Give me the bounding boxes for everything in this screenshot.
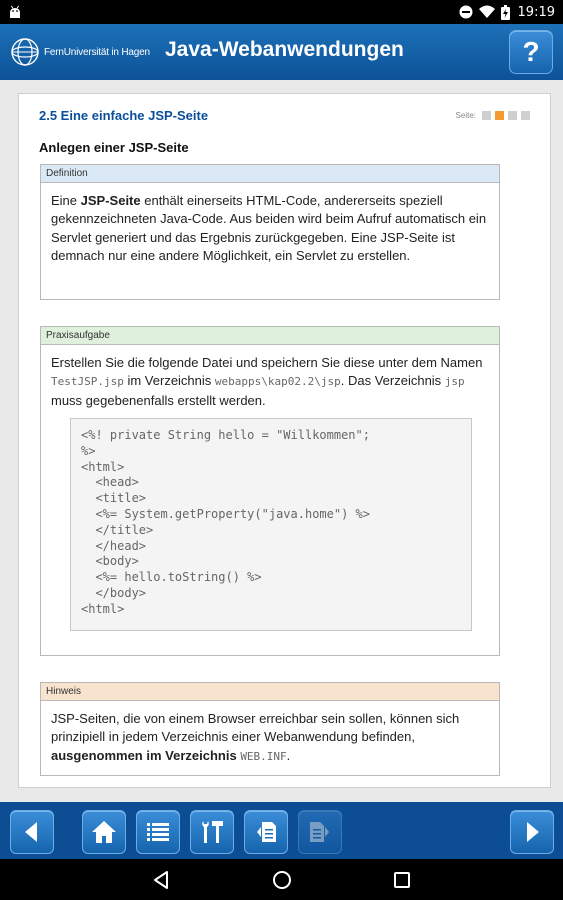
- definition-box: [40, 164, 500, 300]
- definition-text-start: Eine: [51, 193, 81, 208]
- wifi-icon: [479, 5, 495, 19]
- university-logo-icon: [10, 37, 40, 67]
- previous-page-button[interactable]: [244, 810, 288, 854]
- task-subdirectory: jsp: [444, 375, 465, 389]
- bottom-toolbar: [0, 802, 563, 859]
- forward-button[interactable]: [510, 810, 554, 854]
- status-time: 19:19: [517, 4, 555, 20]
- battery-icon: [501, 5, 510, 20]
- page-dot-3[interactable]: [508, 111, 517, 120]
- task-text-4: muss gegebenenfalls erstellt werden.: [51, 392, 266, 408]
- tools-button[interactable]: [190, 810, 234, 854]
- page-dot-2[interactable]: [495, 111, 504, 120]
- hint-label: Hinweis: [41, 683, 499, 701]
- code-line: <body>: [81, 554, 139, 569]
- back-button[interactable]: [10, 810, 54, 854]
- code-line: %>: [81, 443, 96, 458]
- practice-task-label: Praxisaufgabe: [41, 327, 499, 345]
- app-title: Java-Webanwendungen: [165, 38, 404, 61]
- code-line: </title>: [81, 522, 154, 537]
- forward-icon: [517, 817, 547, 847]
- list-icon: [143, 817, 173, 847]
- content-page: [18, 93, 551, 788]
- hint-emphasis: ausgenommen im Verzeichnis: [51, 747, 237, 763]
- hint-text: [41, 701, 499, 766]
- prev-page-icon: [251, 817, 281, 847]
- code-line: <html>: [81, 459, 125, 474]
- nav-recents-icon[interactable]: [391, 869, 413, 891]
- code-line: </head>: [81, 538, 147, 553]
- nav-home-icon[interactable]: [271, 869, 293, 891]
- code-line: </body>: [81, 585, 147, 600]
- definition-label: Definition: [41, 165, 499, 183]
- code-line: <title>: [81, 491, 147, 506]
- hint-box: [40, 682, 500, 776]
- practice-task-text: [41, 345, 499, 410]
- code-line: <%! private String hello = "Willkommen";: [81, 428, 370, 442]
- code-line: <%= hello.toString() %>: [81, 570, 262, 585]
- university-name: FernUniversität in Hagen: [44, 46, 150, 58]
- task-text-2: im Verzeichnis: [123, 373, 215, 389]
- system-navigation-bar: [0, 859, 563, 900]
- next-page-button[interactable]: [298, 810, 342, 854]
- help-button[interactable]: [509, 30, 553, 74]
- app-bar: [0, 24, 563, 80]
- contents-button[interactable]: [136, 810, 180, 854]
- help-icon: ?: [522, 36, 540, 67]
- task-directory: webapps\kap02.2\jsp: [214, 375, 341, 389]
- code-line: <html>: [81, 601, 125, 616]
- page-subtitle: Anlegen einer JSP-Seite: [39, 140, 189, 155]
- task-text-1: Erstellen Sie die folgende Datei und speichern Sie diese unter dem Namen: [51, 355, 483, 370]
- hint-text-1: JSP-Seiten, die von einem Browser erreichbar sein sollen, können sich prinzipiell in jedem Verzeichnis einer Webanwendung befinden,: [51, 711, 460, 745]
- home-icon: [89, 817, 119, 847]
- definition-text-rest: enthält einerseits HTML-Code, andererseits speziell gekennzeichneten Java-Code. Aus beiden wird beim Aufruf automatisch ein Servlet generiert und das Ergebnis zurückgegeben. Eine JSP-Seite ist demnach nur eine andere Möglichkeit, ein Servlet zu erstellen.: [51, 193, 487, 264]
- university-logo: [10, 37, 150, 67]
- task-text-3: . Das Verzeichnis: [340, 373, 445, 389]
- status-bar: [0, 0, 563, 24]
- page-indicator: [456, 111, 530, 120]
- code-line: <head>: [81, 475, 139, 490]
- back-icon: [17, 817, 47, 847]
- definition-term: JSP-Seite: [80, 193, 141, 208]
- definition-text: [41, 183, 499, 266]
- hint-directory: WEB.INF: [240, 749, 287, 763]
- tools-icon: [197, 817, 227, 847]
- nav-back-icon[interactable]: [150, 869, 172, 891]
- page-dot-4[interactable]: [521, 111, 530, 120]
- code-line: <%= System.getProperty("java.home") %>: [81, 506, 370, 521]
- android-notification-icon: [8, 5, 22, 19]
- hint-period: .: [286, 747, 291, 763]
- next-page-icon: [305, 817, 335, 847]
- practice-task-box: [40, 326, 500, 656]
- task-filename: TestJSP.jsp: [51, 375, 124, 389]
- page-dot-1[interactable]: [482, 111, 491, 120]
- code-listing: [70, 418, 472, 631]
- home-button[interactable]: [82, 810, 126, 854]
- section-title: 2.5 Eine einfache JSP-Seite: [39, 108, 209, 123]
- do-not-disturb-icon: [459, 5, 473, 19]
- page-indicator-label: Seite:: [455, 111, 476, 120]
